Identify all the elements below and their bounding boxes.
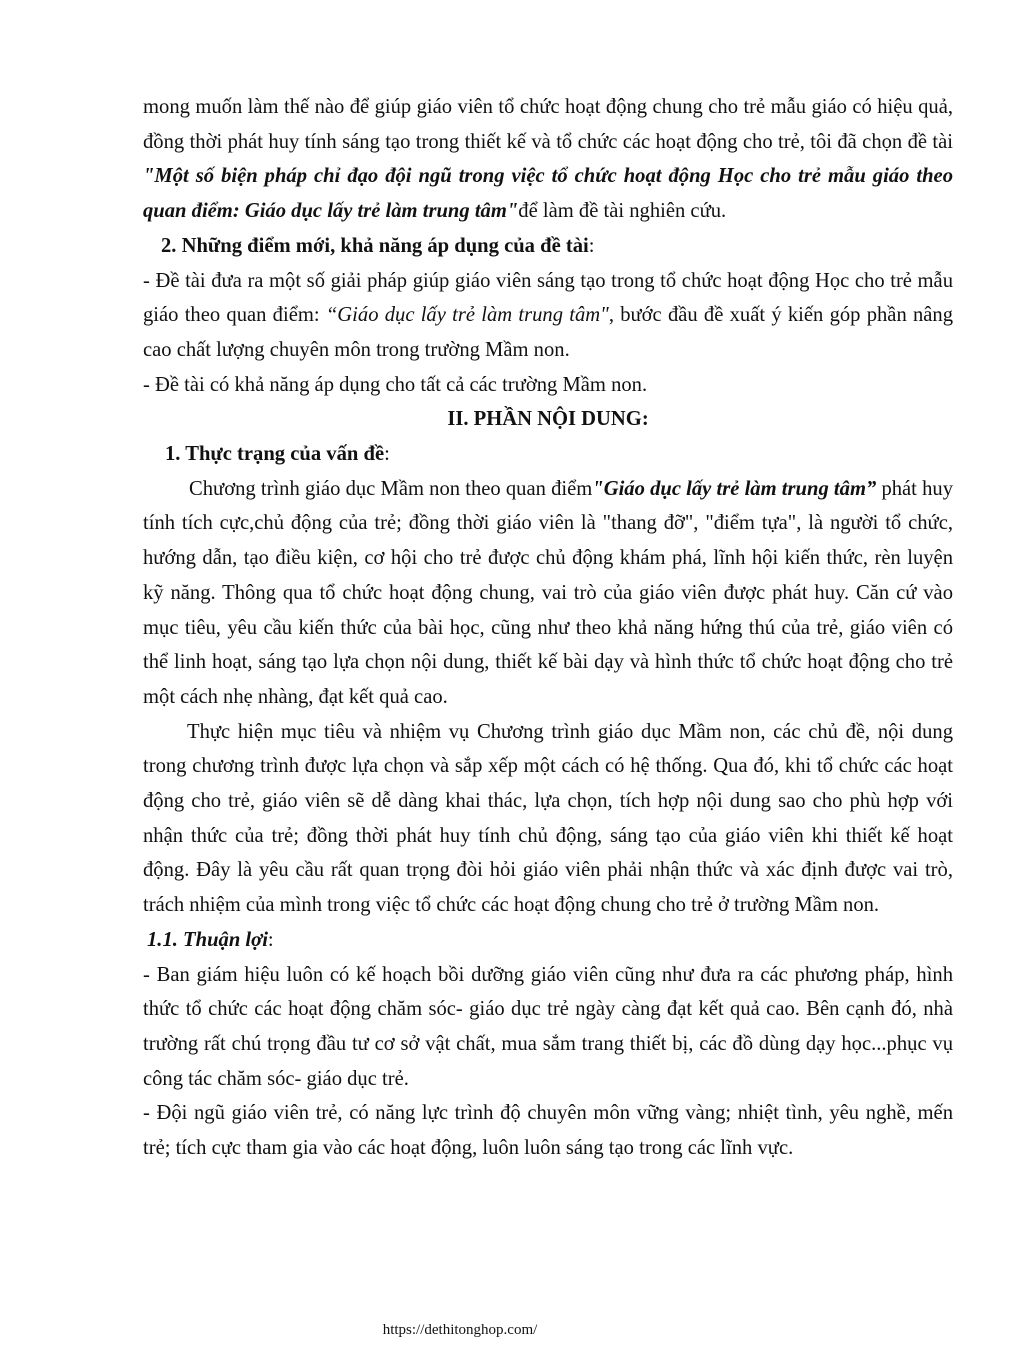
page-footer [0, 1320, 1024, 1340]
body-text: Chương trình giáo dục Mầm non theo quan điểm [189, 477, 593, 500]
intro-paragraph [143, 90, 953, 229]
body-paragraph: Thực hiện mục tiêu và nhiệm vụ Chương trình giáo dục Mầm non, các chủ đề, nội dung trong chương trình được lựa chọn và sắp xếp một cách có hệ thống. Qua đó, khi tổ chức các hoạt động cho trẻ, giáo viên sẽ dễ dàng khai thác, lựa chọn, tích hợp nội dung sao cho phù hợp với nhận thức của trẻ; đồng thời phát huy tính chủ động, sáng tạo của giáo viên khi thiết kế hoạt động. Đây là yêu cầu rất quan trọng đòi hỏi giáo viên phải nhận thức và xác định được vai trò, trách nhiệm của mình trong việc tổ chức các hoạt động chung cho trẻ ở trường Mầm non. [143, 720, 953, 917]
section-heading-status [143, 437, 953, 472]
section-heading-text: 2. Những điểm mới, khả năng áp dụng của đề tài [161, 234, 589, 257]
list-item-text-end: , bước đầu đề xuất ý kiến góp phần nâng cao chất lượng chuyên môn trong trường Mầm non. [143, 304, 954, 361]
body-paragraph [143, 472, 953, 715]
document-page [143, 90, 953, 1166]
list-item: - Đội ngũ giáo viên trẻ, có năng lực trình độ chuyên môn vững vàng; nhiệt tình, yêu nghề, mến trẻ; tích cực tham gia vào các hoạt động, luôn luôn sáng tạo trong các lĩnh vực. [143, 1102, 953, 1160]
section-heading-colon: : [588, 234, 595, 257]
list-item: - Ban giám hiệu luôn có kế hoạch bồi dưỡng giáo viên cũng như đưa ra các phương pháp, hình thức tổ chức các hoạt động chăm sóc- giáo dục trẻ ngày càng đạt kết quả cao. Bên cạnh đó, nhà trường rất chú trọng đầu tư cơ sở vật chất, mua sắm trang thiết bị, các đồ dùng dạy học...phục vụ công tác chăm sóc- giáo dục trẻ. [143, 963, 953, 1090]
list-item-quote: “Giáo dục lấy trẻ làm trung tâm" [325, 304, 609, 327]
section-heading-colon: : [267, 928, 274, 951]
intro-text: mong muốn làm thế nào để giúp giáo viên tổ chức hoạt động chung cho trẻ mẫu giáo có hiệu quả, đồng thời phát huy tính sáng tạo trong thiết kế và tổ chức các hoạt động cho trẻ, tôi đã chọn đề tài [143, 96, 953, 153]
part-heading: II. PHẦN NỘI DUNG: [447, 408, 649, 431]
section-heading-text: 1. Thực trạng của vấn đề [165, 443, 385, 466]
footer-url[interactable]: https://dethitonghop.com/ [382, 1322, 538, 1338]
section-heading-new-points [143, 229, 953, 264]
section-heading-text: 1.1. Thuận lợi [147, 928, 268, 951]
body-quote: "Giáo dục lấy trẻ làm trung tâm” [592, 477, 877, 500]
list-item-text: - Đề tài đưa ra một số giải pháp giúp giáo viên sáng tạo trong tổ chức hoạt động Học cho trẻ mẫu giáo theo quan điểm: [143, 269, 953, 327]
topic-title: "Một số biện pháp chỉ đạo đội ngũ trong việc tổ chức hoạt động Học cho trẻ mẫu giáo theo quan điểm: Giáo dục lấy trẻ làm trung tâm" [143, 165, 953, 223]
list-item: - Đề tài có khả năng áp dụng cho tất cả các trường Mầm non. [143, 373, 648, 396]
body-text-end: phát huy tính tích cực,chủ động của trẻ; đồng thời giáo viên là "thang đỡ", "điểm tựa", là người tổ chức, hướng dẫn, tạo điều kiện, cơ hội cho trẻ được chủ động khám phá, lĩnh hội kiến thức, rèn luyện kỹ năng. Thông qua tổ chức hoạt động chung, vai trò của giáo viên được phát huy. Căn cứ vào mục tiêu, yêu cầu kiến thức của bài học, cũng như theo khả năng hứng thú của trẻ, giáo viên có thể linh hoạt, sáng tạo lựa chọn nội dung, thiết kế bài dạy và hình thức tổ chức hoạt động cho trẻ một cách nhẹ nhàng, đạt kết quả cao. [143, 477, 953, 708]
intro-text-end: để làm đề tài nghiên cứu. [518, 200, 727, 223]
list-item [143, 264, 953, 368]
section-heading-colon: : [384, 443, 390, 466]
section-heading-advantages [143, 923, 953, 958]
